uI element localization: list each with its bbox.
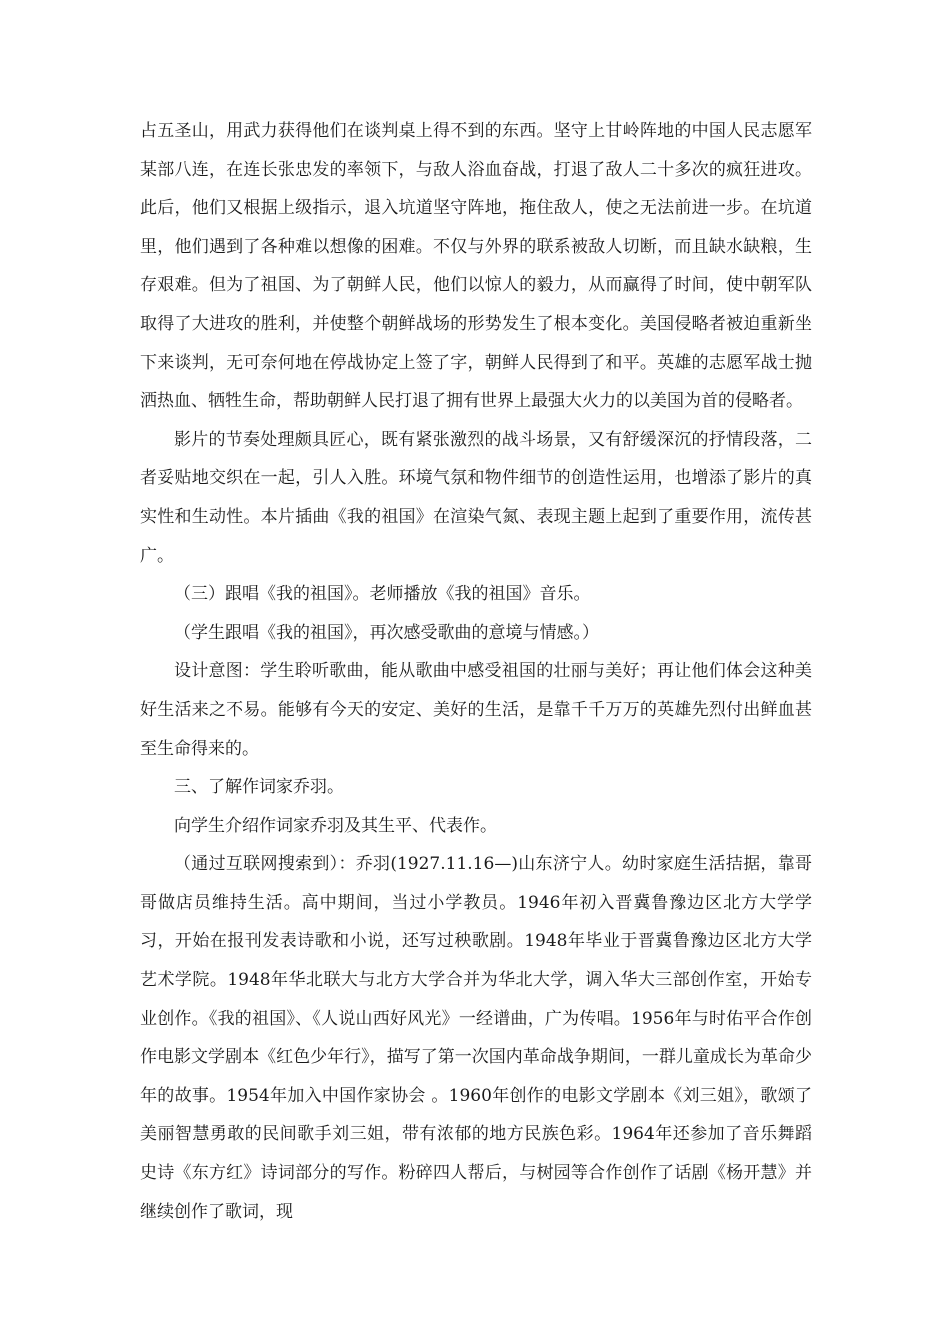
paragraph-film-rhythm: 影片的节奏处理颇具匠心，既有紧张激烈的战斗场景，又有舒缓深沉的抒情段落，二者妥贴地交织在一起，引人入胜。环境气氛和物件细节的创造性运用，也增添了影片的真实性和生动性。本片插曲《我的祖国》在渲染气氮、表现主题上起到了重要作用，流传甚广。 (140, 429, 812, 566)
paragraph-student-activity: （学生跟唱《我的祖国》，再次感受歌曲的意境与情感。） (174, 622, 599, 643)
section-heading-lyricist: 三、了解作词家乔羽。 (174, 777, 344, 798)
paragraph-battle-summary: 占五圣山，用武力获得他们在谈判桌上得不到的东西。坚守上甘岭阵地的中国人民志愿军某部八连，在连长张忠发的率领下，与敌人浴血奋战，打退了敌人二十多次的疯狂进攻。此后，他们又根据上级指示，退入坑道坚守阵地，拖住敌人，使之无法前进一步。在坑道里，他们遇到了各种难以想像的困难。不仅与外界的联系被敌人切断，而且缺水缺粮，生存艰难。但为了祖国、为了朝鲜人民，他们以惊人的毅力，从而赢得了时间，使中朝军队取得了大进攻的胜利，并使整个朝鲜战场的形势发生了根本变化。美国侵略者被迫重新坐下来谈判，无可奈何地在停战协定上签了字，朝鲜人民得到了和平。英雄的志愿军战士抛洒热血、牺牲生命，帮助朝鲜人民打退了拥有世界上最强大火力的以美国为首的侵略者。 (140, 121, 812, 412)
document-body (140, 112, 812, 1231)
paragraph-sing-along: （三）跟唱《我的祖国》。老师播放《我的祖国》音乐。 (174, 584, 591, 605)
paragraph-design-intent: 设计意图：学生聆听歌曲，能从歌曲中感受祖国的壮丽与美好；再让他们体会这种美好生活来之不易。能够有今天的安定、美好的生活，是靠千千万万的英雄先烈付出鲜血甚至生命得来的。 (140, 661, 812, 759)
paragraph-qiao-yu-biography: （通过互联网搜索到）：乔羽(1927.11.16—)山东济宁人。幼时家庭生活拮据，靠哥哥做店员维持生活。高中期间，当过小学教员。1946年初入晋冀鲁豫边区北方大学学习，开始在报刊发表诗歌和小说，还写过秧歌剧。1948年毕业于晋冀鲁豫边区北方大学艺术学院。1948年华北联大与北方大学合并为华北大学，调入华大三部创作室，开始专业创作。《我的祖国》、《人说山西好风光》一经谱曲，广为传唱。1956年与时佑平合作创作电影文学剧本《红色少年行》，描写了第一次国内革命战争期间，一群儿童成长为革命少年的故事。1954年加入中国作家协会 。1960年创作的电影文学剧本《刘三姐》，歌颂了美丽智慧勇敢的民间歌手刘三姐，带有浓郁的地方民族色彩。1964年还参加了音乐舞蹈史诗《东方红》诗词部分的写作。粉碎四人帮后，与树园等合作创作了话剧《杨开慧》并继续创作了歌词，现 (140, 854, 812, 1222)
paragraph-introduce-lyricist: 向学生介绍作词家乔羽及其生平、代表作。 (174, 815, 497, 836)
